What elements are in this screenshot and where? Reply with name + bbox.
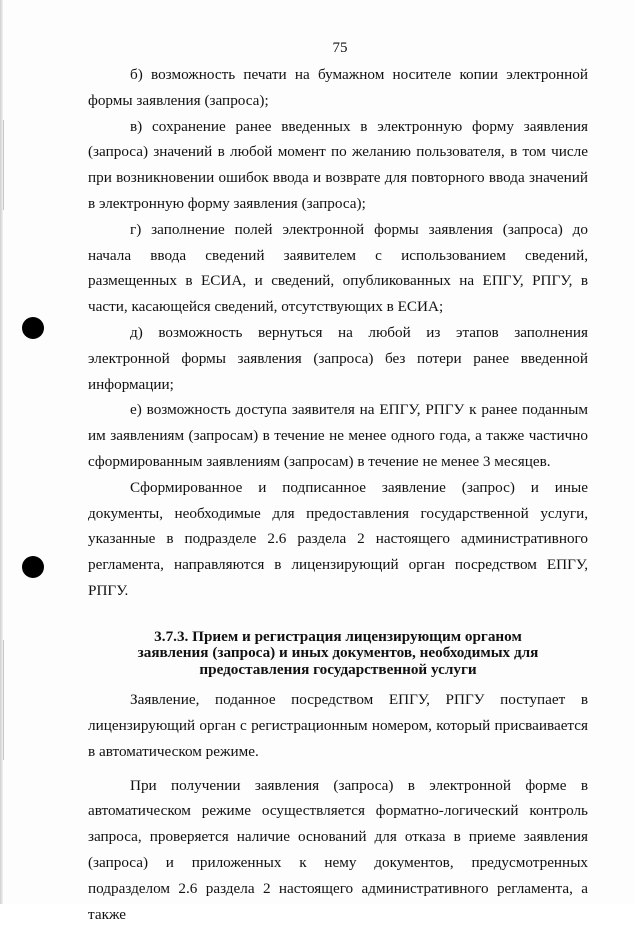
paragraph-submission: Сформированное и подписанное заявление (запрос) и иные документы, необходимые для предоставления государственной услуги, указанные в подразделе 2.6 раздела 2 настоящего административного регламента, направляются в лицензирующий орган посредством ЕПГУ, РПГУ. — [88, 478, 588, 599]
paragraph-item-b: б) возможность печати на бумажном носителе копии электронной формы заявления (запроса); — [88, 66, 588, 109]
paragraph-registration: Заявление, поданное посредством ЕПГУ, РПГУ поступает в лицензирующий орган с регистрационным номером, который присваивается в автоматическом режиме. — [88, 691, 588, 760]
paragraph-item-g: г) заполнение полей электронной формы заявления (запроса) до начала ввода сведений заявителем с использованием сведений, размещенных в ЕСИА, и сведений, опубликованных на ЕПГУ, РПГУ, в части, касающейся сведений, отсутствующих в ЕСИА; — [88, 220, 588, 316]
page-number: 75 — [332, 40, 348, 56]
paragraph-format-control: При получении заявления (запроса) в электронной форме в автоматическом режиме осуществляется форматно-логический контроль запроса, проверяется наличие оснований для отказа в приеме заявления (запроса) и приложенных к нему документов, предусмотренных подразделом 2.6 раздела 2 настоящего административного регламента, а также — [88, 776, 588, 923]
paragraph-item-d: д) возможность вернуться на любой из этапов заполнения электронной формы заявления (запроса) без потери ранее введенной информации; — [88, 323, 588, 393]
document-body — [88, 62, 588, 927]
punch-hole-lower — [22, 556, 44, 578]
paragraph-item-v: в) сохранение ранее введенных в электронную форму заявления (запроса) значений в любой момент по желанию пользователя, в том числе при возникновении ошибок ввода и возврате для повторного ввода значений в электронную форму заявления (запроса); — [88, 117, 588, 212]
punch-hole-upper — [22, 317, 44, 339]
scan-edge-mark — [3, 120, 4, 210]
scan-edge-mark — [3, 640, 4, 760]
paragraph-item-e: е) возможность доступа заявителя на ЕПГУ, РПГУ к ранее поданным им заявлениям (запросам) в течение не менее одного года, а также частично сформированным заявлениям (запросам) в течение не менее 3 месяцев. — [88, 401, 588, 470]
section-heading: 3.7.3. Прием и регистрация лицензирующим органом заявления (запроса) и иных документов, необходимых для предоставления государственной услуги — [137, 627, 539, 678]
